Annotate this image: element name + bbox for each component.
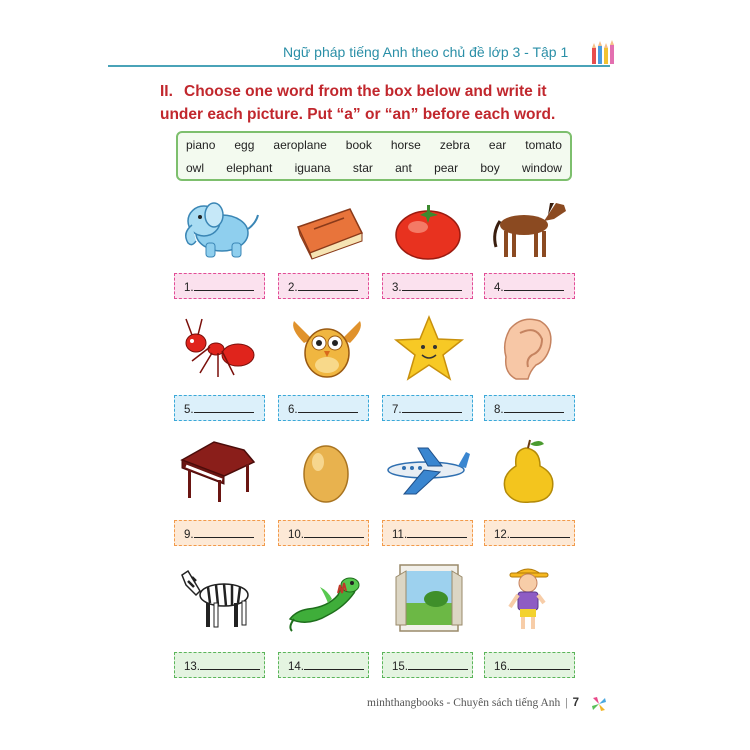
answer-box-6[interactable]: 6.: [278, 395, 369, 421]
egg-picture: [284, 436, 374, 506]
book-picture: [284, 193, 374, 263]
word: ant: [395, 161, 412, 175]
header-divider: [108, 65, 610, 67]
answer-box-8[interactable]: 8.: [484, 395, 575, 421]
word: pear: [434, 161, 459, 175]
answer-box-11[interactable]: 11.: [382, 520, 473, 546]
word: tomato: [525, 138, 562, 152]
word: ear: [488, 138, 507, 152]
piano-picture: [174, 436, 264, 506]
word: aeroplane: [273, 138, 327, 152]
word: iguana: [294, 161, 331, 175]
star-picture: [384, 313, 474, 383]
word: window: [521, 161, 562, 175]
footer-publisher: minhthangbooks - Chuyên sách tiếng Anh: [367, 697, 561, 709]
word: star: [352, 161, 373, 175]
elephant-picture: [174, 193, 264, 263]
footer: [367, 697, 579, 709]
window-picture: [384, 563, 474, 633]
instruction-text: Choose one word from the box below and write it under each picture. Put “a” or “an” before each word.: [160, 83, 556, 123]
answer-box-14[interactable]: 14.: [278, 652, 369, 678]
word: zebra: [439, 138, 470, 152]
word: piano: [186, 138, 216, 152]
answer-box-2[interactable]: 2.: [278, 273, 369, 299]
answer-box-10[interactable]: 10.: [278, 520, 369, 546]
word: boy: [480, 161, 500, 175]
answer-box-5[interactable]: 5.: [174, 395, 265, 421]
pencils-icon: [590, 40, 620, 66]
ear-picture: [484, 313, 574, 383]
answer-box-3[interactable]: 3.: [382, 273, 473, 299]
owl-picture: [284, 313, 374, 383]
word-row-1: [186, 138, 562, 152]
footer-separator: |: [565, 697, 568, 709]
answer-box-1[interactable]: 1.: [174, 273, 265, 299]
answer-box-16[interactable]: 16.: [484, 652, 575, 678]
word: horse: [390, 138, 421, 152]
aeroplane-picture: [384, 436, 474, 506]
answer-box-12[interactable]: 12.: [484, 520, 575, 546]
header-title: Ngữ pháp tiếng Anh theo chủ đề lớp 3 - Tập 1: [283, 44, 569, 60]
horse-picture: [484, 193, 574, 263]
exercise-instruction: [160, 80, 590, 126]
answer-box-15[interactable]: 15.: [382, 652, 473, 678]
answer-box-13[interactable]: 13.: [174, 652, 265, 678]
page-number: 7: [572, 697, 579, 709]
word-row-2: [186, 161, 562, 175]
answer-box-9[interactable]: 9.: [174, 520, 265, 546]
word: owl: [186, 161, 205, 175]
zebra-picture: [174, 563, 264, 633]
word: elephant: [226, 161, 273, 175]
word-box: [176, 131, 572, 181]
answer-box-4[interactable]: 4.: [484, 273, 575, 299]
publisher-logo-icon: [591, 696, 607, 712]
boy-picture: [484, 563, 574, 633]
word: book: [345, 138, 372, 152]
answer-box-7[interactable]: 7.: [382, 395, 473, 421]
tomato-picture: [384, 193, 474, 263]
exercise-number: II.: [160, 83, 173, 100]
word: egg: [234, 138, 255, 152]
ant-picture: [174, 313, 264, 383]
pear-picture: [484, 436, 574, 506]
iguana-picture: [284, 563, 374, 633]
